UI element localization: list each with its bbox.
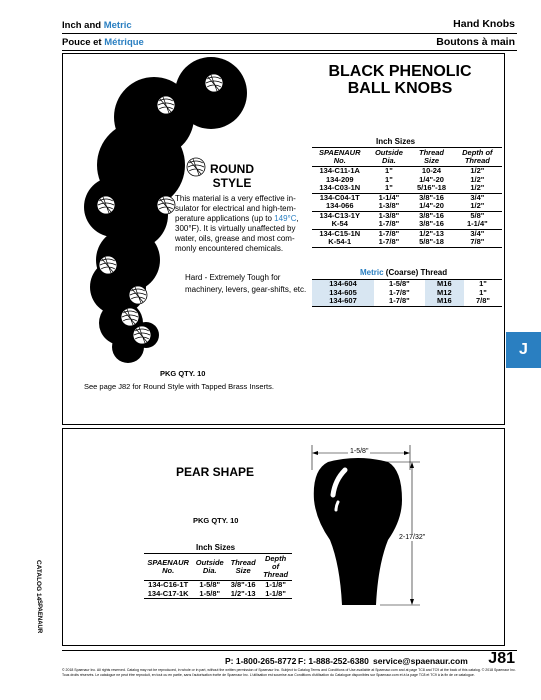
- table-row: 134-C15-1N 1-7/8" 1/2"-13 3/4": [312, 229, 502, 238]
- table-row: 134-C03-1N 1" 5/16"-18 1/2": [319, 183, 485, 192]
- footer-copyright: © 2018 Spaenaur Inc. All rights reserved. Catalog may not be reproduced, in whole or in part, without the written permission of Spaenaur Inc. Subject to Catalog Terms and Conditions of Use available at Spaenaur.com and at page TC8 and TC9 at the back of this catalog. © 2018 Spaenaur Inc. Tous droits réservés. Le catalogue ne peut être reproduit, en tout ou en partie, sans l'autorisation écrite de Spaenaur Inc. L'utilisation est soumise aux Conditions d'utilisation du Catalogue disponibles sur Spaenaur.com et à la page TC8 et TC9 à la fin de ce catalogue.: [62, 668, 516, 677]
- section-tab-j[interactable]: J: [506, 332, 541, 368]
- pear-knob-illustration: [300, 440, 430, 615]
- pkg-qty-1: PKG QTY. 10: [160, 369, 206, 378]
- footer-fax: F: 1-888-252-6380: [298, 656, 369, 666]
- table-row: 134-604 1-5/8" M16 1": [312, 280, 502, 289]
- col-number: SPAENAUR No.: [147, 558, 189, 575]
- table-row: K-54-1 1-7/8" 5/8"-18 7/8": [328, 237, 485, 246]
- table-row: 134-607 1-7/8" M16 7/8": [312, 297, 502, 306]
- col-number: SPAENAUR No.: [318, 148, 361, 165]
- col-thread-size: Thread Size: [419, 148, 445, 165]
- inch-sizes-label-2: Inch Sizes: [196, 543, 236, 552]
- table-row: 134-C13-1Y 1-3/8" 3/8"-16 5/8": [312, 211, 502, 220]
- metric-thread-label: Metric (Coarse) Thread: [360, 268, 448, 277]
- table-row: 134-C17-1K 1-5/8" 1/2"-13 1-1/8": [147, 588, 286, 598]
- dim-diameter-label: 1-5/8": [350, 448, 369, 455]
- round-style-label: ROUND STYLE: [210, 162, 254, 190]
- table-row: 134-C16-1T 1-5/8" 3/8"-16 1-1/8": [148, 580, 286, 589]
- dim-height-label: 2-17/32": [399, 534, 426, 541]
- table-row: 134-C11-1A 1" 10-24 1/2": [312, 167, 502, 176]
- col-depth: Depth of Thread: [263, 554, 289, 579]
- catalog-side-text: CATALOG 14: [35, 560, 42, 601]
- inch-sizes-table: [312, 147, 502, 248]
- col-depth: Depth of Thread: [462, 148, 493, 165]
- col-outside-dia: Outside Dia.: [374, 148, 403, 165]
- page-number: J81: [488, 650, 515, 667]
- pear-sizes-table: [144, 553, 292, 599]
- pear-shape-section: [62, 428, 505, 646]
- col-thread-size: Thread Size: [230, 558, 256, 575]
- inch-sizes-label-1: Inch Sizes: [376, 137, 416, 146]
- table-row: 134-605 1-7/8" M12 1": [312, 289, 502, 298]
- pear-shape-title: PEAR SHAPE: [176, 465, 255, 479]
- header-title-fr: Boutons à main: [436, 36, 515, 48]
- section1-title: BLACK PHENOLIC BALL KNOBS: [328, 63, 472, 97]
- footer-phone: P: 1-800-265-8772: [225, 656, 297, 666]
- table-row: K-54 1-7/8" 3/8"-16 1-1/4": [331, 219, 488, 228]
- brand-side-logo: SPAENAUR: [36, 600, 42, 634]
- footer-rule: [62, 650, 517, 651]
- hard-description: Hard - Extremely Tough for machinery, levers, gear-shifts, etc.: [185, 273, 307, 294]
- see-page-note: See page J82 for Round Style with Tapped Brass Inserts.: [84, 382, 274, 391]
- header-title-en: Hand Knobs: [453, 18, 515, 30]
- header-rule-1: [62, 33, 517, 34]
- material-description: This material is a very effective in- sulator for electrical and high-tem- perature applications (up to 149°C, 300°F). It is virtually unaffected by water, oils, grease and most com- monly encountered chemicals.: [175, 194, 299, 253]
- header-left-line2: Pouce et Métrique: [62, 37, 144, 48]
- table-row: 134-209 1" 1/4"-20 1/2": [325, 174, 485, 184]
- table-row: 134-C04-1T 1-1/4" 3/8"-16 3/4": [312, 193, 502, 202]
- header-left-line1: Inch and Metric: [62, 20, 132, 31]
- header-rule-2: [62, 50, 517, 51]
- table-row: 134-066 1-3/8" 1/4"-20 1/2": [325, 201, 485, 210]
- col-outside-dia: Outside Dia.: [195, 558, 224, 575]
- footer-email[interactable]: service@spaenaur.com: [373, 656, 468, 666]
- metric-sizes-table: [312, 279, 502, 307]
- pkg-qty-2: PKG QTY. 10: [193, 516, 239, 525]
